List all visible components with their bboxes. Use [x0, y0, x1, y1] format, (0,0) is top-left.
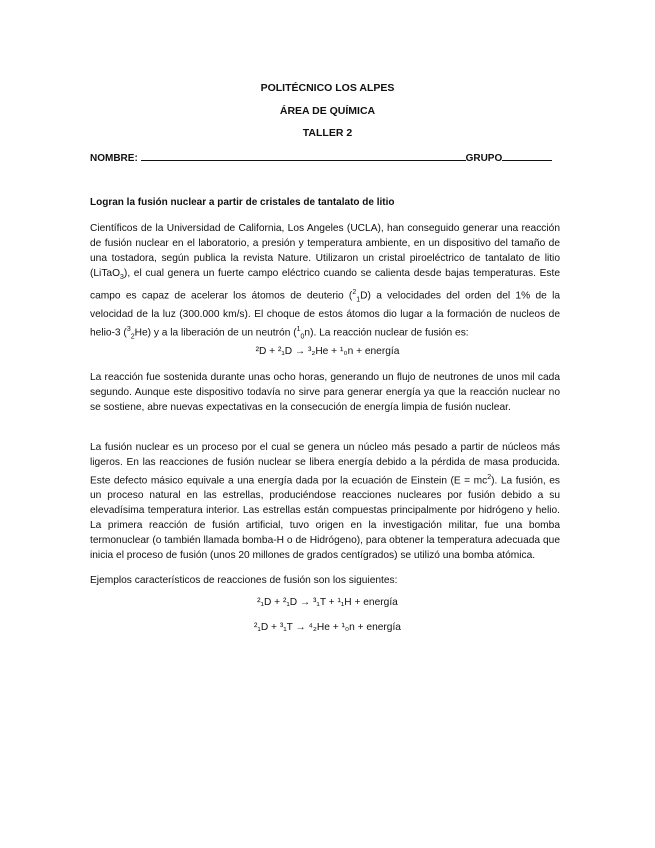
school-name: POLITÉCNICO LOS ALPES: [260, 82, 395, 94]
equation-3: ²₁D + ³₁T → ⁴₂He + ¹₀n + energía: [254, 622, 401, 633]
area-name: ÁREA DE QUÍMICA: [279, 105, 376, 117]
group-label: GRUPO: [465, 153, 503, 164]
p1-part-c: D) a velocidades del orden del 1% de la velocidad de la luz (300.000 km/s). El choque de estos átomos dio lugar a la formación de nucleos de helio-3 (: [90, 290, 561, 339]
paragraph-4: Ejemplos característicos de reacciones de fusión son los siguientes:: [90, 575, 398, 586]
name-group-line: [90, 150, 560, 164]
paragraph-2: La reacción fue sostenida durante unas ocho horas, generando un flujo de neutrones de unos mil cada segundo. Aunque este dispositivo todavía no sirve para generar energía ya que la reacción nuclear no se sostiene, abre nuevas expectativas en la consecución de energía limpia de fusión nuclear.: [90, 372, 560, 413]
equation-2: ²₁D + ²₁D → ³₁T + ¹₁H + energía: [257, 597, 398, 608]
paragraph-3: La fusión nuclear es un proceso por el cual se genera un núcleo más pesado a partir de núcleos más ligeros. En las reacciones de fusión nuclear se libera energía debido a la pérdida de masa producida. Este defecto másico equivale a una energía dada por la ecuación de Einstein $(E = mc^2)$. La fusión, es un proceso natural en las estrellas, produciéndose reacciones nucleares por fusión debido a su elevadísima temperatura interior. Las estrellas están compuestas principalmente por hidrógeno y helio. La primera reacción de fusión artificial, tuvo origen en la investigación militar, fue una bomba termonuclear (o también llamada bomba-H o de Hidrógeno), para obtener la temperatura adecuada que inicia el proceso de fusión (unos 20 millones de grados centígrados) se utilizó una bomba atómica.: [90, 442, 560, 562]
p1-part-a: Científicos de la Universidad de California, Los Angeles (UCLA), han conseguido generar una reacción de fusión nuclear en el laboratorio, a presión y temperatura ambiente, en un dispositivo del tamaño de una tostadora, según publica la revista Nature. Utilizaron un cristal piroeléctrico de tantalato de litio (LiTaO: [90, 223, 560, 279]
equation-1: ²D + ²₁D → ³₂He + ¹₀n + energía: [255, 346, 400, 357]
p1-part-b: ), el cual genera un fuerte campo eléctrico cuando se calienta desde bajas temperaturas. Este campo es capaz de acelerar los átomos de deuterio (: [90, 268, 560, 302]
workshop-title: TALLER 2: [302, 127, 353, 139]
article-title: Logran la fusión nuclear a partir de cristales de tantalato de litio: [90, 197, 395, 208]
p1-part-d: He) y a la liberación de un neutrón (: [134, 327, 297, 339]
name-label: NOMBRE:: [90, 153, 138, 164]
group-blank[interactable]: [502, 150, 552, 161]
p3-part-b: ). La fusión, es un proceso natural en las estrellas, produciéndose reacciones nucleares por fusión debido a su elevadísima temperatura interior. Las estrellas están compuestas principalmente por hidrógeno y helio. La primera reacción de fusión artificial, tuvo origen en la investigación militar, fue una bomba termonuclear (o también llamada bomba-H o de Hidrógeno), para obtener la temperatura adecuada que inicia el proceso de fusión (unos 20 millones de grados centígrados) se utilizó una bomba atómica.: [90, 475, 560, 562]
paragraph-1: Científicos de la Universidad de California, Los Angeles (UCLA), han conseguido generar una reacción de fusión nuclear en el laboratorio, a presión y temperatura ambiente, en un dispositivo del tamaño de una tostadora, según publica la revista Nature. Utilizaron un cristal piroeléctrico de tantalato de litio (LiTaO$_3$), el cual genera un fuerte campo eléctrico cuando se calienta desde bajas temperaturas. Este campo es capaz de acelerar los átomos de deuterio ($^2_1$D) a velocidades del orden del 1% de la velocidad de la luz (300.000 km/s). El choque de estos átomos dio lugar a la formación de nucleos de helio-3 ($^3_2$He) y a la liberación de un neutrón ($^1_0$n). La reacción nuclear de fusión es:: [90, 223, 561, 341]
p1-part-e: n). La reacción nuclear de fusión es:: [304, 327, 469, 339]
p3-part-a: La fusión nuclear es un proceso por el cual se genera un núcleo más pesado a partir de núcleos más ligeros. En las reacciones de fusión nuclear se libera energía debido a la pérdida de masa producida. Este defecto másico equivale a una energía dada por la ecuación de Einstein (E = mc: [90, 442, 560, 487]
name-blank[interactable]: [141, 150, 466, 161]
